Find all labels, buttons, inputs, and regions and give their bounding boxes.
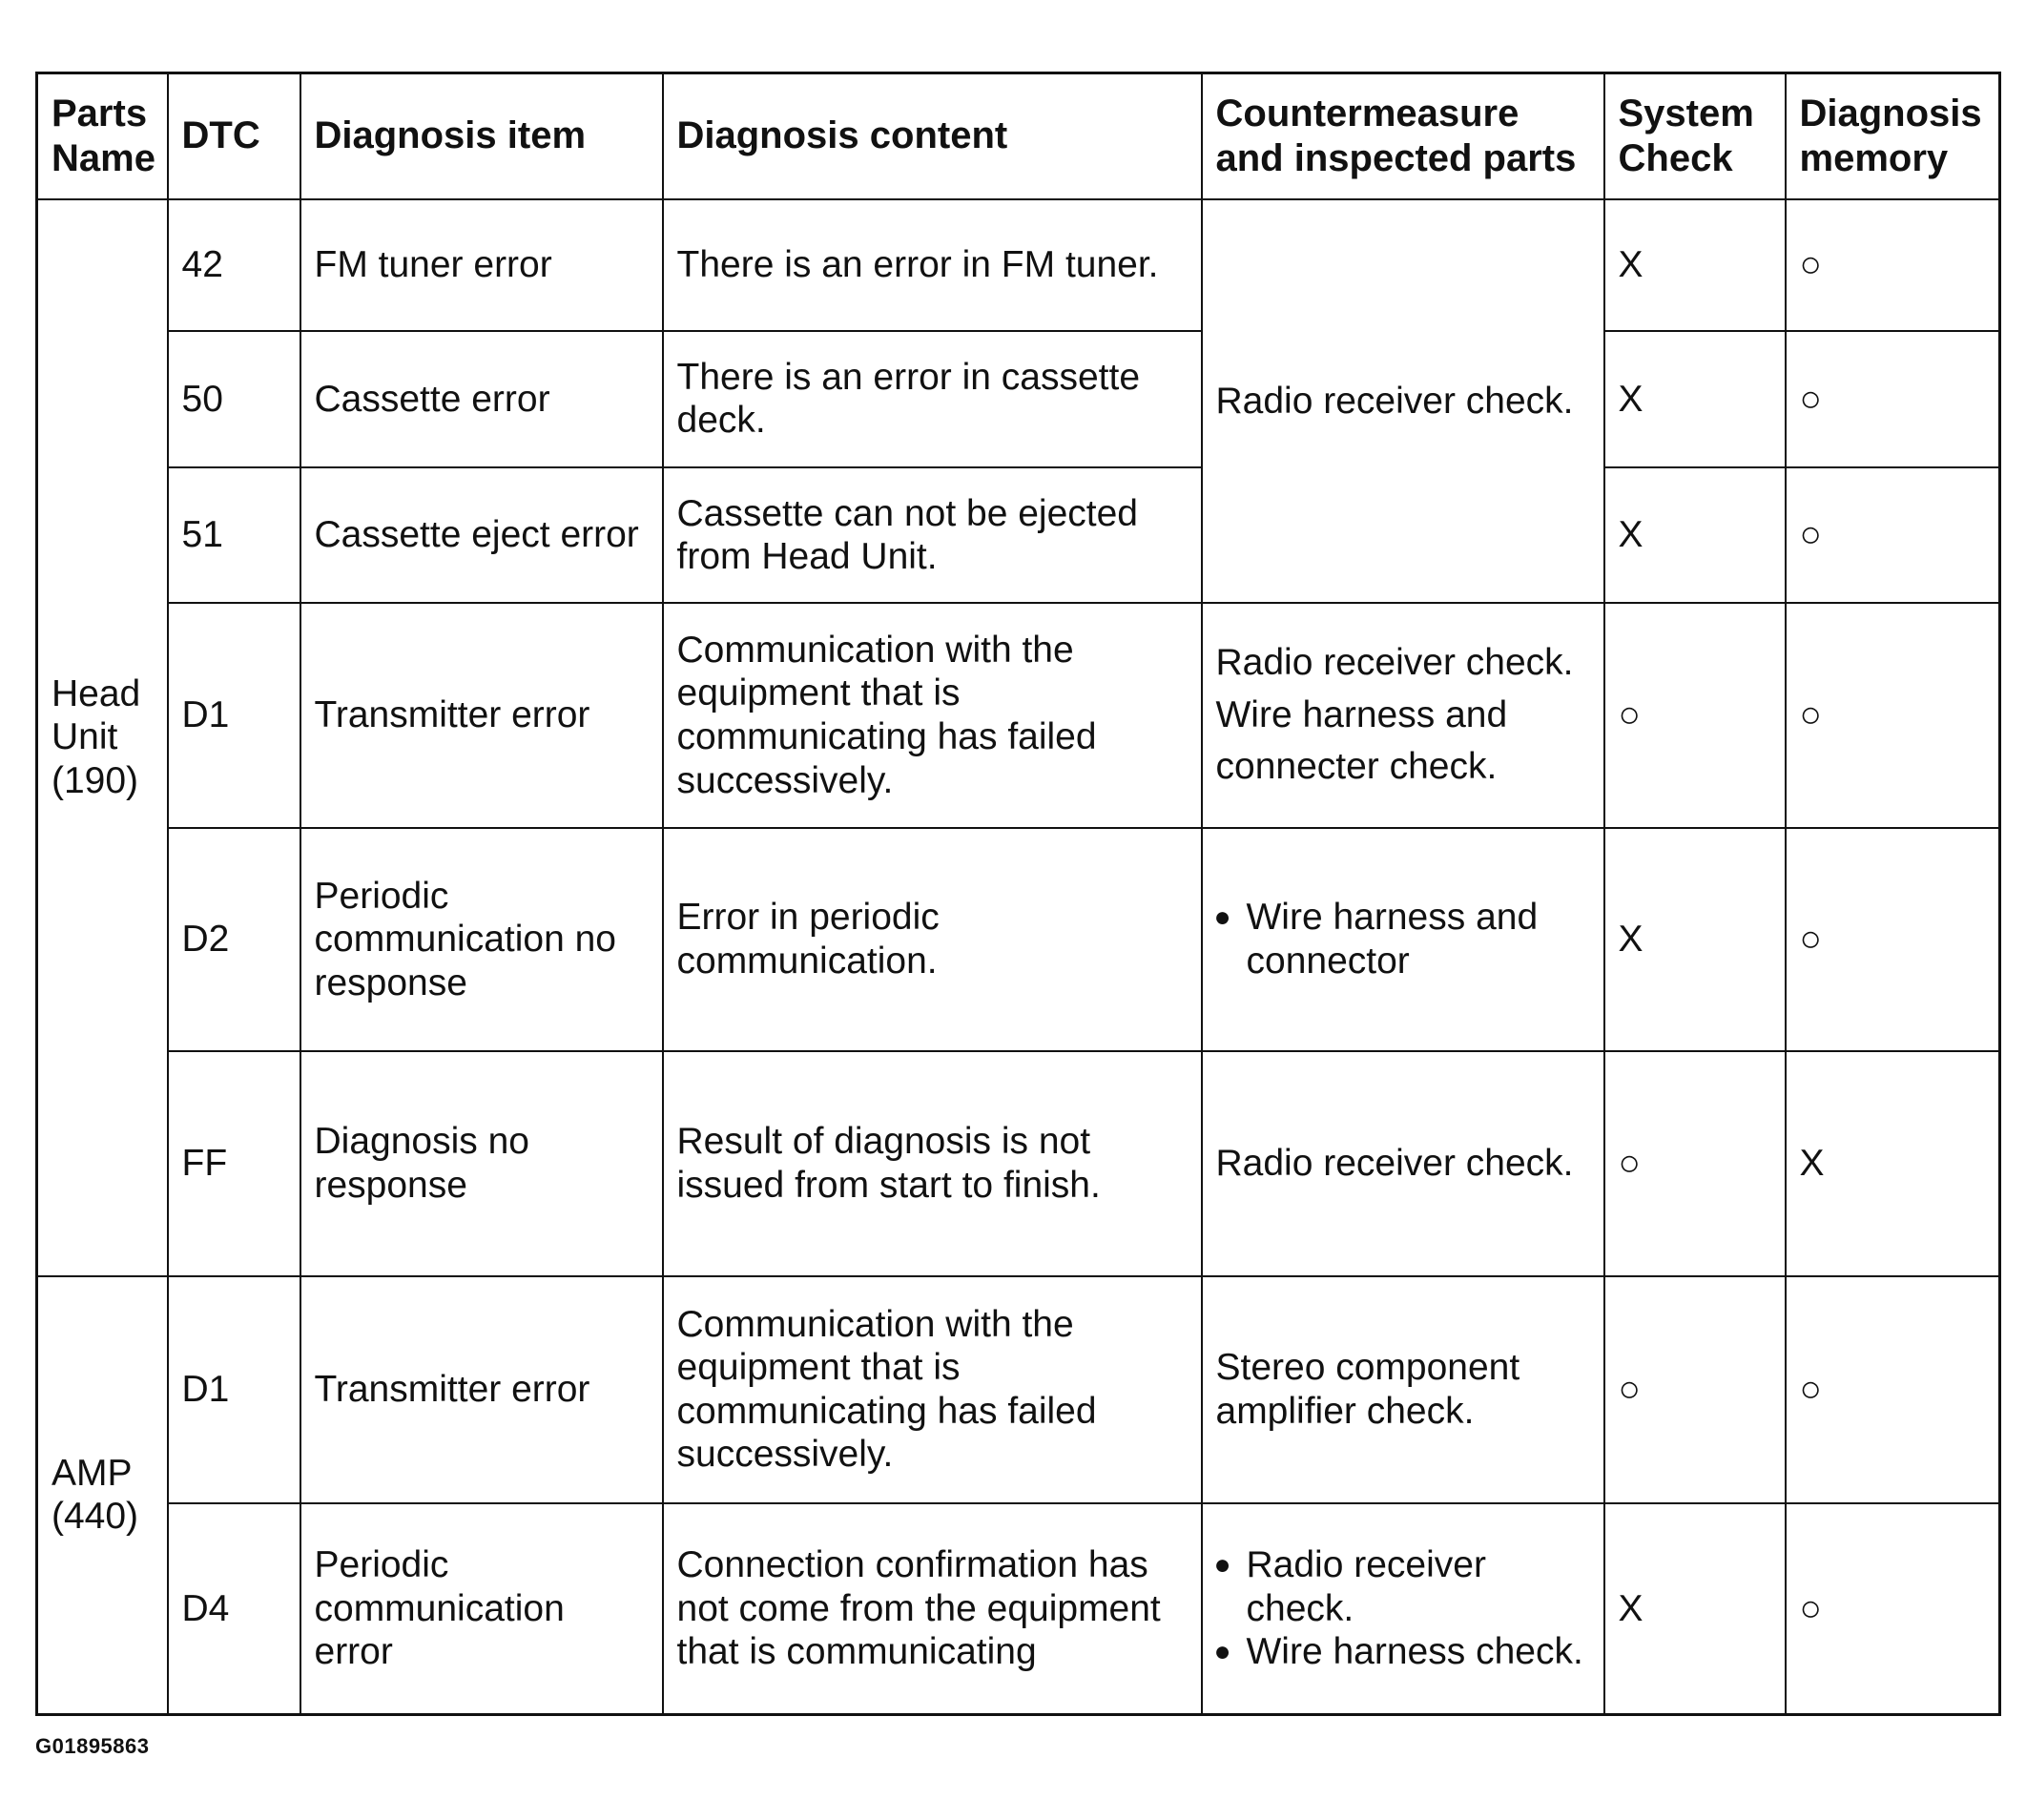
countermeasure-bullet-item: ● Wire harness check. (1247, 1630, 1590, 1674)
table-row (37, 199, 2000, 331)
diagnosis-item-cell: FM tuner error (300, 199, 663, 331)
countermeasure-cell (1202, 828, 1604, 1051)
countermeasure-cell: Stereo component amplifier check. (1202, 1276, 1604, 1503)
diagnosis-table (35, 72, 2001, 1716)
diagnosis-content-cell: There is an error in cassette deck. (663, 331, 1202, 467)
diagnosis-content-cell: There is an error in FM tuner. (663, 199, 1202, 331)
countermeasure-line: Wire harness and connecter check. (1215, 693, 1508, 788)
header-system-check: System Check (1604, 73, 1786, 199)
countermeasure-cell: Radio receiver check. (1202, 199, 1604, 604)
header-diagnosis-memory: Diagnosis memory (1786, 73, 2000, 199)
header-diagnosis-content: Diagnosis content (663, 73, 1202, 199)
dtc-cell: D4 (168, 1503, 300, 1714)
diagnosis-memory-cell: X (1786, 1051, 2000, 1275)
table-row (37, 828, 2000, 1051)
diagnosis-memory-cell: ○ (1786, 603, 2000, 827)
diagnosis-item-cell: Periodic communication error (300, 1503, 663, 1714)
header-parts-name: Parts Name (37, 73, 168, 199)
diagnosis-memory-cell: ○ (1786, 1276, 2000, 1503)
header-diagnosis-item: Diagnosis item (300, 73, 663, 199)
dtc-cell: D1 (168, 1276, 300, 1503)
diagnosis-content-cell: Communication with the equipment that is communicating has failed successively. (663, 1276, 1202, 1503)
header-dtc: DTC (168, 73, 300, 199)
table-row (37, 603, 2000, 827)
diagnosis-memory-cell: ○ (1786, 467, 2000, 603)
dtc-cell: 50 (168, 331, 300, 467)
system-check-cell: ○ (1604, 1051, 1786, 1275)
dtc-cell: D1 (168, 603, 300, 827)
diagnosis-content-cell: Error in periodic communication. (663, 828, 1202, 1051)
diagnosis-memory-cell: ○ (1786, 828, 2000, 1051)
countermeasure-cell: Radio receiver check. (1202, 1051, 1604, 1275)
diagnosis-item-cell: Diagnosis no response (300, 1051, 663, 1275)
diagnosis-item-cell: Transmitter error (300, 603, 663, 827)
system-check-cell: ○ (1604, 603, 1786, 827)
dtc-cell: 51 (168, 467, 300, 603)
table-row (37, 1503, 2000, 1714)
countermeasure-list (1216, 896, 1590, 982)
header-countermeasure: Countermeasure and inspected parts (1202, 73, 1604, 199)
dtc-cell: 42 (168, 199, 300, 331)
diagnosis-content-cell: Cassette can not be ejected from Head Unit. (663, 467, 1202, 603)
diagnosis-item-cell: Periodic communication no response (300, 828, 663, 1051)
header-row (37, 73, 2000, 199)
dtc-cell: FF (168, 1051, 300, 1275)
table-row (37, 331, 2000, 467)
group-amp: AMP (440) (37, 1276, 168, 1715)
system-check-cell: ○ (1604, 1276, 1786, 1503)
diagnosis-memory-cell: ○ (1786, 1503, 2000, 1714)
group-head-unit: Head Unit (190) (37, 199, 168, 1276)
figure-code: G01895863 (35, 1734, 150, 1758)
system-check-cell: X (1604, 1503, 1786, 1714)
system-check-cell: X (1604, 467, 1786, 603)
diagnosis-item-cell: Cassette eject error (300, 467, 663, 603)
diagnosis-memory-cell: ○ (1786, 199, 2000, 331)
diagnosis-content-cell: Connection confirmation has not come from the equipment that is communicating (663, 1503, 1202, 1714)
system-check-cell: X (1604, 828, 1786, 1051)
table-row (37, 1051, 2000, 1275)
diagnosis-content-cell: Communication with the equipment that is communicating has failed successively. (663, 603, 1202, 827)
system-check-cell: X (1604, 331, 1786, 467)
countermeasure-cell (1202, 1503, 1604, 1714)
diagnosis-item-cell: Cassette error (300, 331, 663, 467)
dtc-cell: D2 (168, 828, 300, 1051)
diagnosis-item-cell: Transmitter error (300, 1276, 663, 1503)
diagnosis-content-cell: Result of diagnosis is not issued from start to finish. (663, 1051, 1202, 1275)
countermeasure-bullet-item: ● Radio receiver check. (1247, 1543, 1590, 1630)
countermeasure-line: Radio receiver check. (1215, 642, 1574, 684)
countermeasure-list (1216, 1543, 1590, 1674)
diagnosis-memory-cell: ○ (1786, 331, 2000, 467)
table-row (37, 1276, 2000, 1503)
countermeasure-bullet-item: ● Wire harness and connector (1247, 896, 1590, 982)
table-row (37, 467, 2000, 603)
system-check-cell: X (1604, 199, 1786, 331)
countermeasure-cell (1202, 603, 1604, 827)
